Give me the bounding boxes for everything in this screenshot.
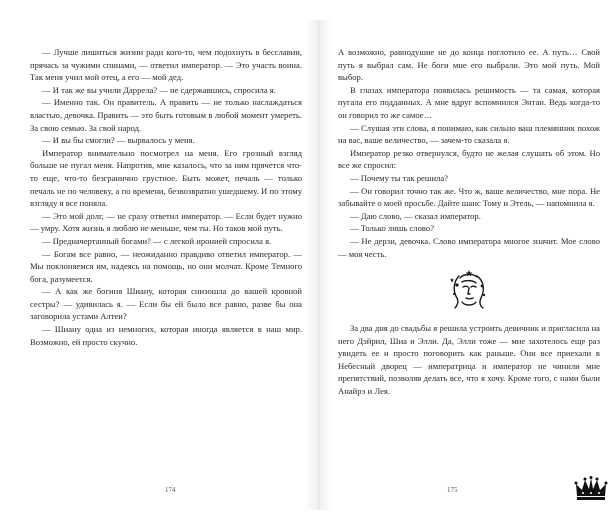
paragraph: — Почему ты так решила? [350, 172, 448, 183]
paragraph: — Лучше лишиться жизни ради кого-то, чем подохнуть в бесславии, прячась за чужими спинами, — ответил император. — Это участь воина. Так меня учил мой отец, а его — мой дед. [30, 47, 302, 83]
paragraph: За два дня до свадьбы я решила устроить девичник и пригласила на него Дэйрил, Шиа и Элли. Да, Элли тоже — мне захотелось еще раз увидеть ее и просто поговорить как раньше. Они все приехали в Небесный дворец — императрица и император не чинили мне препятствий, позволяя делать все, что я хочу. Кроме того, с нами были Анайрэ и Лея. [338, 323, 600, 397]
paragraph: — Предначертанный богами? — с легкой иронией спросила я. [42, 235, 272, 246]
paragraph: — И так же вы учили Даррела? — не сдержавшись, спросила я. [42, 84, 276, 95]
paragraph: — Он говорил точно так же. Что ж, ваше величество, мне пора. Не забывайте о моей просьбе. Дайте шанс Тому и Этель, — напомнила я. [338, 185, 600, 209]
paragraph: — Только лишь слово? [350, 223, 435, 234]
page-number-left: 174 [165, 486, 176, 494]
crown-logo-icon [574, 476, 608, 502]
paragraph: — Шиану одна из немногих, которая иногда является в наш мир. Возможно, ей просто скучно. [30, 324, 302, 347]
paragraph: А возможно, равнодушие не до конца поглотило ее. А путь… Свой путь я выбрал сам. Не боги мне его выбрали. Это мой путь. Мой выбор. [338, 47, 600, 83]
paragraph: — Именно так. Он правитель. А править — не только наслаждаться властью, девочка. Править — это быть готовым в любой момент умереть. За свою семью. За свой народ. [30, 97, 302, 133]
paragraph: — Слушая эти слова, я понимаю, как сильно ваш племянник похож на вас, ваше величество, — зачем-то сказала я. [338, 122, 600, 146]
paragraph: Император резко отвернулся, будто не желая слушать об этом. Но все же спросил: [338, 147, 600, 171]
paragraph: Император внимательно посмотрел на меня. Его грозный взгляд больше не пугал меня. Напротив, мне казалось, что за ним прячется что-то еще, что-то безгранично грустное. Быть может, печаль — только печаль не по человеку, а по времени, безвозвратно ушедшему. И по этому взгляду я все поняла. [30, 147, 302, 209]
right-page [338, 46, 600, 398]
paragraph: — И вы бы смогли? — вырвалось у меня. [42, 135, 195, 146]
paragraph: — А как же богиня Шиану, которая снизошла до вашей кровной сестры? — удивилась я. — Если бы ей было все равно, разве бы она заговорила устами Алтеи? [30, 286, 302, 322]
paragraph: В глазах императора появилась решимость — та самая, которая пугала его подданных. А мне вдруг вспомнился Энтан. Ведь когда-то он говорил то же самое… [338, 84, 600, 120]
book-gutter-shadow [305, 20, 333, 510]
left-page [30, 46, 302, 348]
paragraph: — Даю слово, — сказал император. [350, 210, 481, 221]
woman-face-stars-icon [447, 268, 491, 312]
page-number-right: 175 [447, 486, 458, 494]
paragraph: — Богам все равно, — неожиданно правдиво ответил император. — Мы поклоняемся им, надеясь на помощь, но они молчат. Кроме Темного бога, разумеется. [30, 248, 302, 284]
paragraph: — Это мой долг, — не сразу ответил император. — Если будет нужно — умру. Хотя жизнь я люблю не меньше, чем ты. Но таков мой путь. [30, 210, 302, 234]
paragraph: — Не дерзи, девочка. Слово императора многое значит. Мое слово — моя честь. [338, 235, 600, 259]
